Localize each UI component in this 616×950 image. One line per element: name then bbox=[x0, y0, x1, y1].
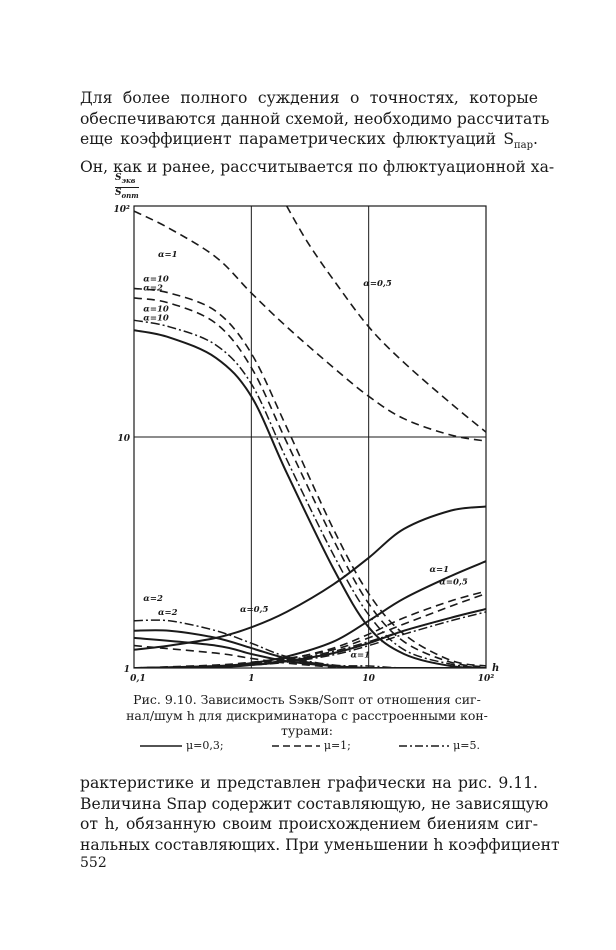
y-axis-label-denominator: $S_{опт}$ bbox=[115, 187, 139, 200]
caption-line: Рис. 9.10. Зависимость Sэкв/Sопт от отношения сиг- bbox=[133, 692, 481, 707]
curve-annotation: α=2 bbox=[143, 283, 163, 294]
legend-label: μ=0,3; bbox=[186, 739, 224, 752]
text-line: обеспечиваются данной схемой, необходимо рассчитать bbox=[80, 109, 550, 128]
series-line bbox=[134, 330, 486, 668]
curve-annotation: α=0,5 bbox=[239, 604, 269, 615]
text-line: рактеристике и представлен графически на рис. 9.11. bbox=[80, 774, 538, 792]
figure-caption bbox=[94, 692, 520, 739]
legend-label: μ=1; bbox=[323, 739, 351, 752]
x-tick-label: 1 bbox=[248, 674, 255, 684]
x-tick-label: 0,1 bbox=[130, 674, 146, 684]
caption-line: турами: bbox=[281, 723, 333, 738]
series-line bbox=[134, 298, 486, 667]
text-line: Он, как и ранее, рассчитывается по флюктуационной ха- bbox=[80, 157, 555, 176]
legend-dashdot-line-icon bbox=[399, 743, 449, 749]
curve-annotation: α=10 bbox=[143, 274, 169, 285]
text-line: еще коэффициент параметрических флюктуаций $S_{пар}$. bbox=[80, 130, 538, 152]
curve-annotation: α=2 bbox=[157, 607, 178, 618]
series-line bbox=[134, 507, 486, 650]
text-line: от h, обязанную своим происхождением биениям сиг- bbox=[80, 815, 538, 833]
series-line bbox=[134, 320, 486, 668]
paragraph-top bbox=[80, 88, 555, 177]
x-axis-label: h bbox=[492, 663, 500, 674]
curve-annotation: α=1 bbox=[429, 565, 450, 576]
legend-item-solid bbox=[140, 739, 224, 752]
text-line: Для более полного суждения о точностях, которые bbox=[80, 89, 538, 107]
caption-line: нал/шум h для дискриминатора с расстроенными кон- bbox=[126, 707, 488, 723]
legend-item-dashdot bbox=[399, 739, 480, 752]
x-tick-label: 10² bbox=[477, 674, 495, 684]
y-tick-label: 10² bbox=[113, 205, 130, 215]
text-subscript: пар bbox=[514, 140, 534, 152]
x-tick-label: 10 bbox=[362, 674, 375, 684]
curve-annotation: α=0,5 bbox=[363, 279, 392, 290]
text-line-content: еще коэффициент параметрических флюктуаций S bbox=[80, 130, 514, 148]
text-line: нальных составляющих. При уменьшении h коэффициент bbox=[80, 835, 560, 854]
legend-dashed-line-icon bbox=[272, 743, 320, 749]
text-line: Величина Sпар содержит составляющую, не зависящую bbox=[80, 794, 549, 813]
legend-solid-line-icon bbox=[140, 743, 182, 749]
series-line bbox=[287, 206, 486, 432]
curve-annotation: α=10 bbox=[143, 304, 169, 315]
curve-annotation: α=2 bbox=[143, 594, 163, 605]
chart-legend bbox=[140, 739, 480, 752]
y-tick-label: 10 bbox=[117, 434, 130, 444]
curve-annotation: α=0,5 bbox=[439, 577, 468, 588]
page-number: 552 bbox=[80, 855, 107, 871]
legend-item-dash bbox=[272, 739, 351, 752]
curve-annotation: α=10 bbox=[143, 313, 169, 324]
curve-annotation: α=1 bbox=[157, 250, 178, 261]
chart-figure-9-10 bbox=[94, 170, 514, 690]
paragraph-bottom bbox=[80, 773, 560, 855]
series-line bbox=[134, 288, 486, 666]
y-axis-label-numerator: $S_{экв}$ bbox=[115, 173, 139, 188]
legend-label: μ=5. bbox=[453, 739, 480, 752]
y-tick-label: 1 bbox=[123, 665, 130, 675]
curve-annotation: α=1 bbox=[350, 650, 371, 661]
